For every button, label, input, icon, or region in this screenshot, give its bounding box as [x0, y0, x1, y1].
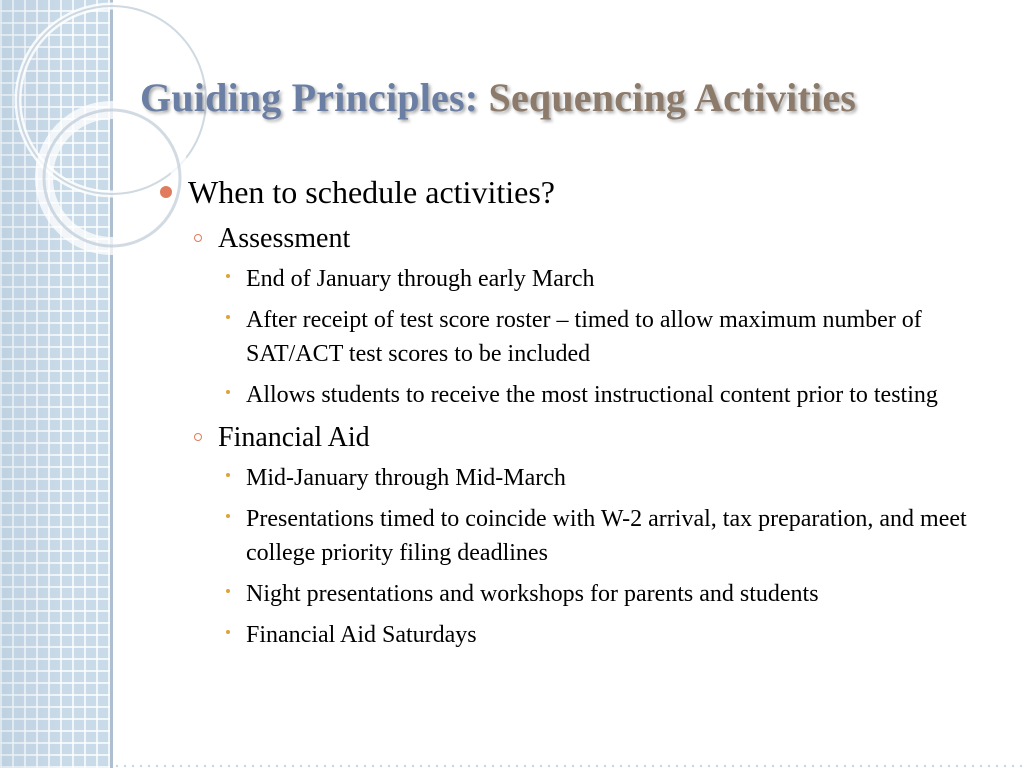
bullet-financial-aid-text: Financial Aid: [218, 422, 370, 453]
list-item-text: After receipt of test score roster – timed to allow maximum number of SAT/ACT test scores to be included: [246, 307, 922, 367]
title-sub: Sequencing Activities: [488, 75, 857, 120]
dot-bullet-icon: [226, 589, 230, 593]
slide-body: [160, 170, 1010, 659]
list-item: [160, 378, 1010, 412]
title-main: Guiding Principles:: [140, 75, 479, 120]
list-item-text: Allows students to receive the most instructional content prior to testing: [246, 382, 938, 408]
decorative-bottom-dots: [113, 764, 1024, 768]
dot-bullet-icon: [226, 274, 230, 278]
bullet-main-text: When to schedule activities?: [188, 174, 555, 210]
list-item: [160, 502, 1010, 570]
bullet-financial-aid: [160, 419, 1010, 457]
list-item: [160, 618, 1010, 652]
slide-title: [140, 74, 856, 121]
list-item: [160, 461, 1010, 495]
dot-bullet-icon: [226, 315, 230, 319]
list-item-text: Night presentations and workshops for parents and students: [246, 581, 819, 607]
list-item: [160, 577, 1010, 611]
list-item-text: End of January through early March: [246, 266, 595, 292]
filled-circle-bullet-icon: [160, 186, 172, 198]
bullet-main: [160, 170, 1010, 214]
dot-bullet-icon: [226, 473, 230, 477]
list-item-text: Presentations timed to coincide with W-2 arrival, tax preparation, and meet college priority filing deadlines: [246, 506, 967, 566]
list-item: [160, 303, 1010, 371]
list-item: [160, 262, 1010, 296]
list-item-text: Financial Aid Saturdays: [246, 622, 477, 648]
list-item-text: Mid-January through Mid-March: [246, 465, 566, 491]
dot-bullet-icon: [226, 630, 230, 634]
bullet-assessment-text: Assessment: [218, 223, 351, 254]
dot-bullet-icon: [226, 514, 230, 518]
bullet-assessment: [160, 220, 1010, 258]
dot-bullet-icon: [226, 390, 230, 394]
hollow-circle-bullet-icon: [194, 433, 202, 441]
hollow-circle-bullet-icon: [194, 234, 202, 242]
